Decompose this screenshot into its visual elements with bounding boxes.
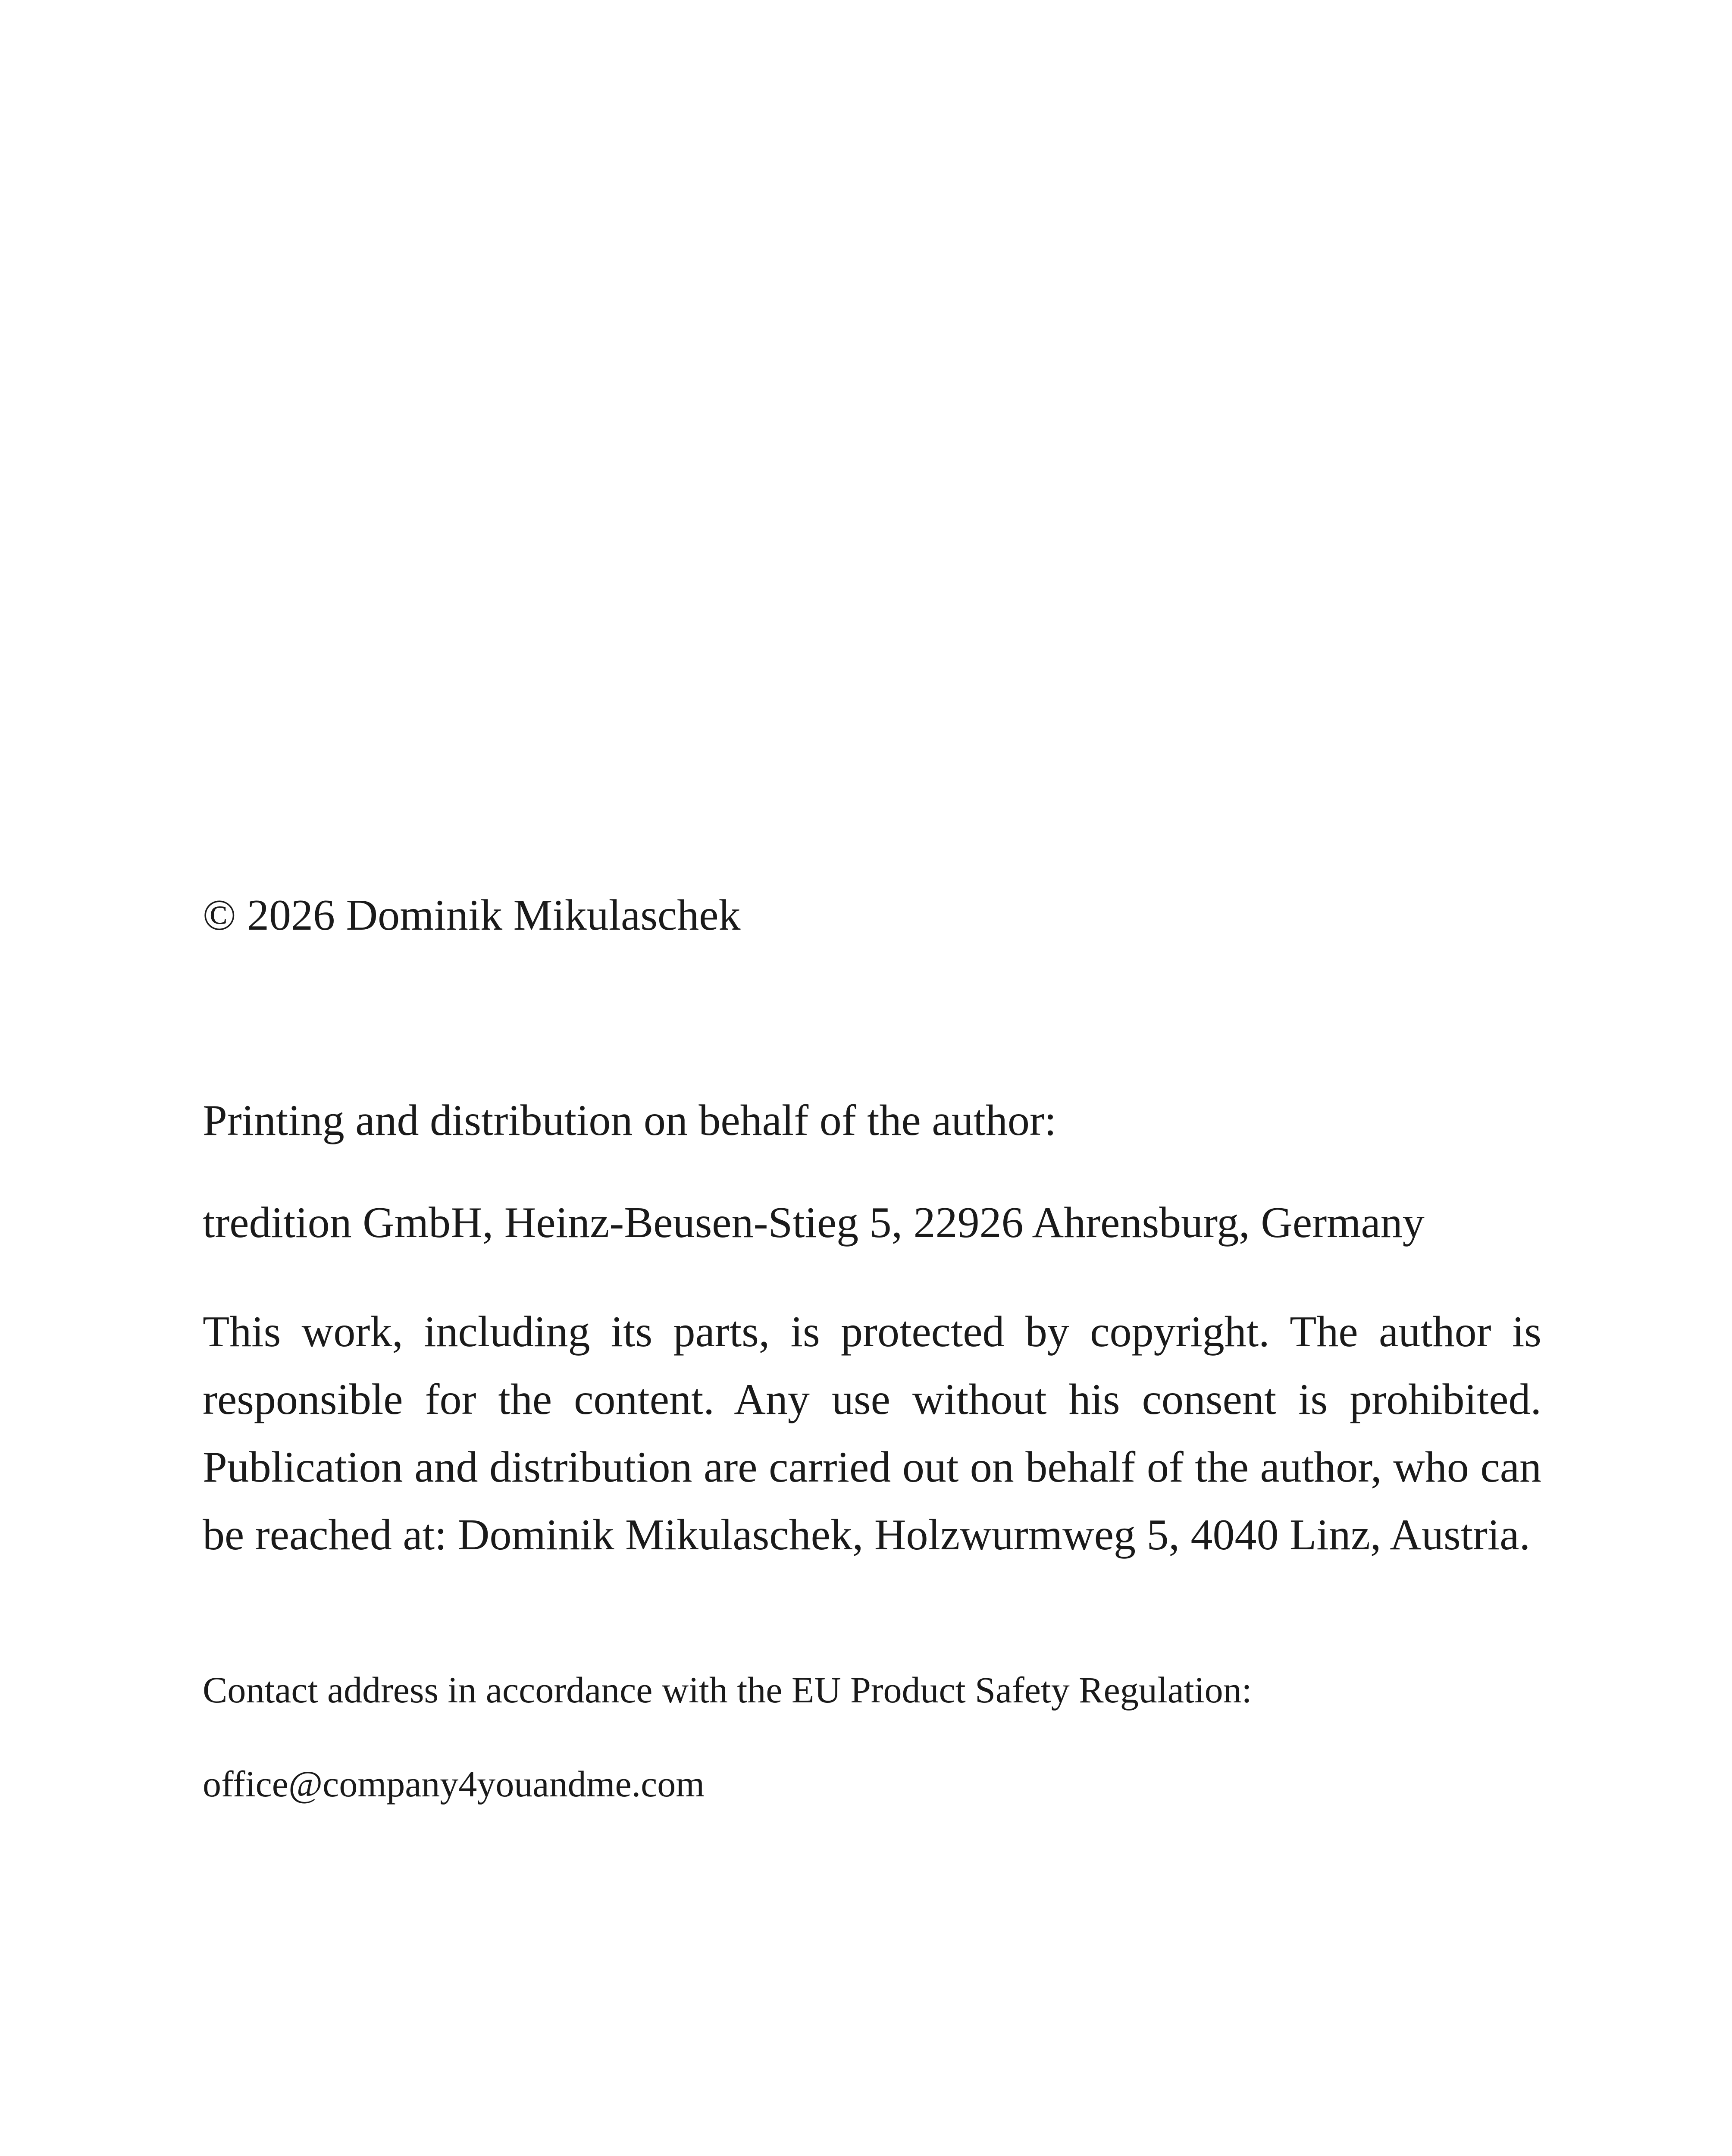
copyright-notice-paragraph: This work, including its parts, is protected by copyright. The author is responsible for the content. Any use without his consent is prohibited. Publication and distribution are carried out on behalf of the author, who can be reached at: Dominik Mikulaschek, Holzwurmweg 5, 4040 Linz, Austria. <box>203 1307 1541 1559</box>
printing-distribution-label: Printing and distribution on behalf of the author: <box>203 1096 1057 1145</box>
eu-product-safety-contact-label: Contact address in accordance with the EU Product Safety Regulation: <box>203 1669 1252 1711</box>
copyright-line: © 2026 Dominik Mikulaschek <box>203 891 741 940</box>
contact-email: office@company4youandme.com <box>203 1763 705 1805</box>
printer-address: tredition GmbH, Heinz-Beusen-Stieg 5, 22926 Ahrensburg, Germany <box>203 1198 1425 1247</box>
